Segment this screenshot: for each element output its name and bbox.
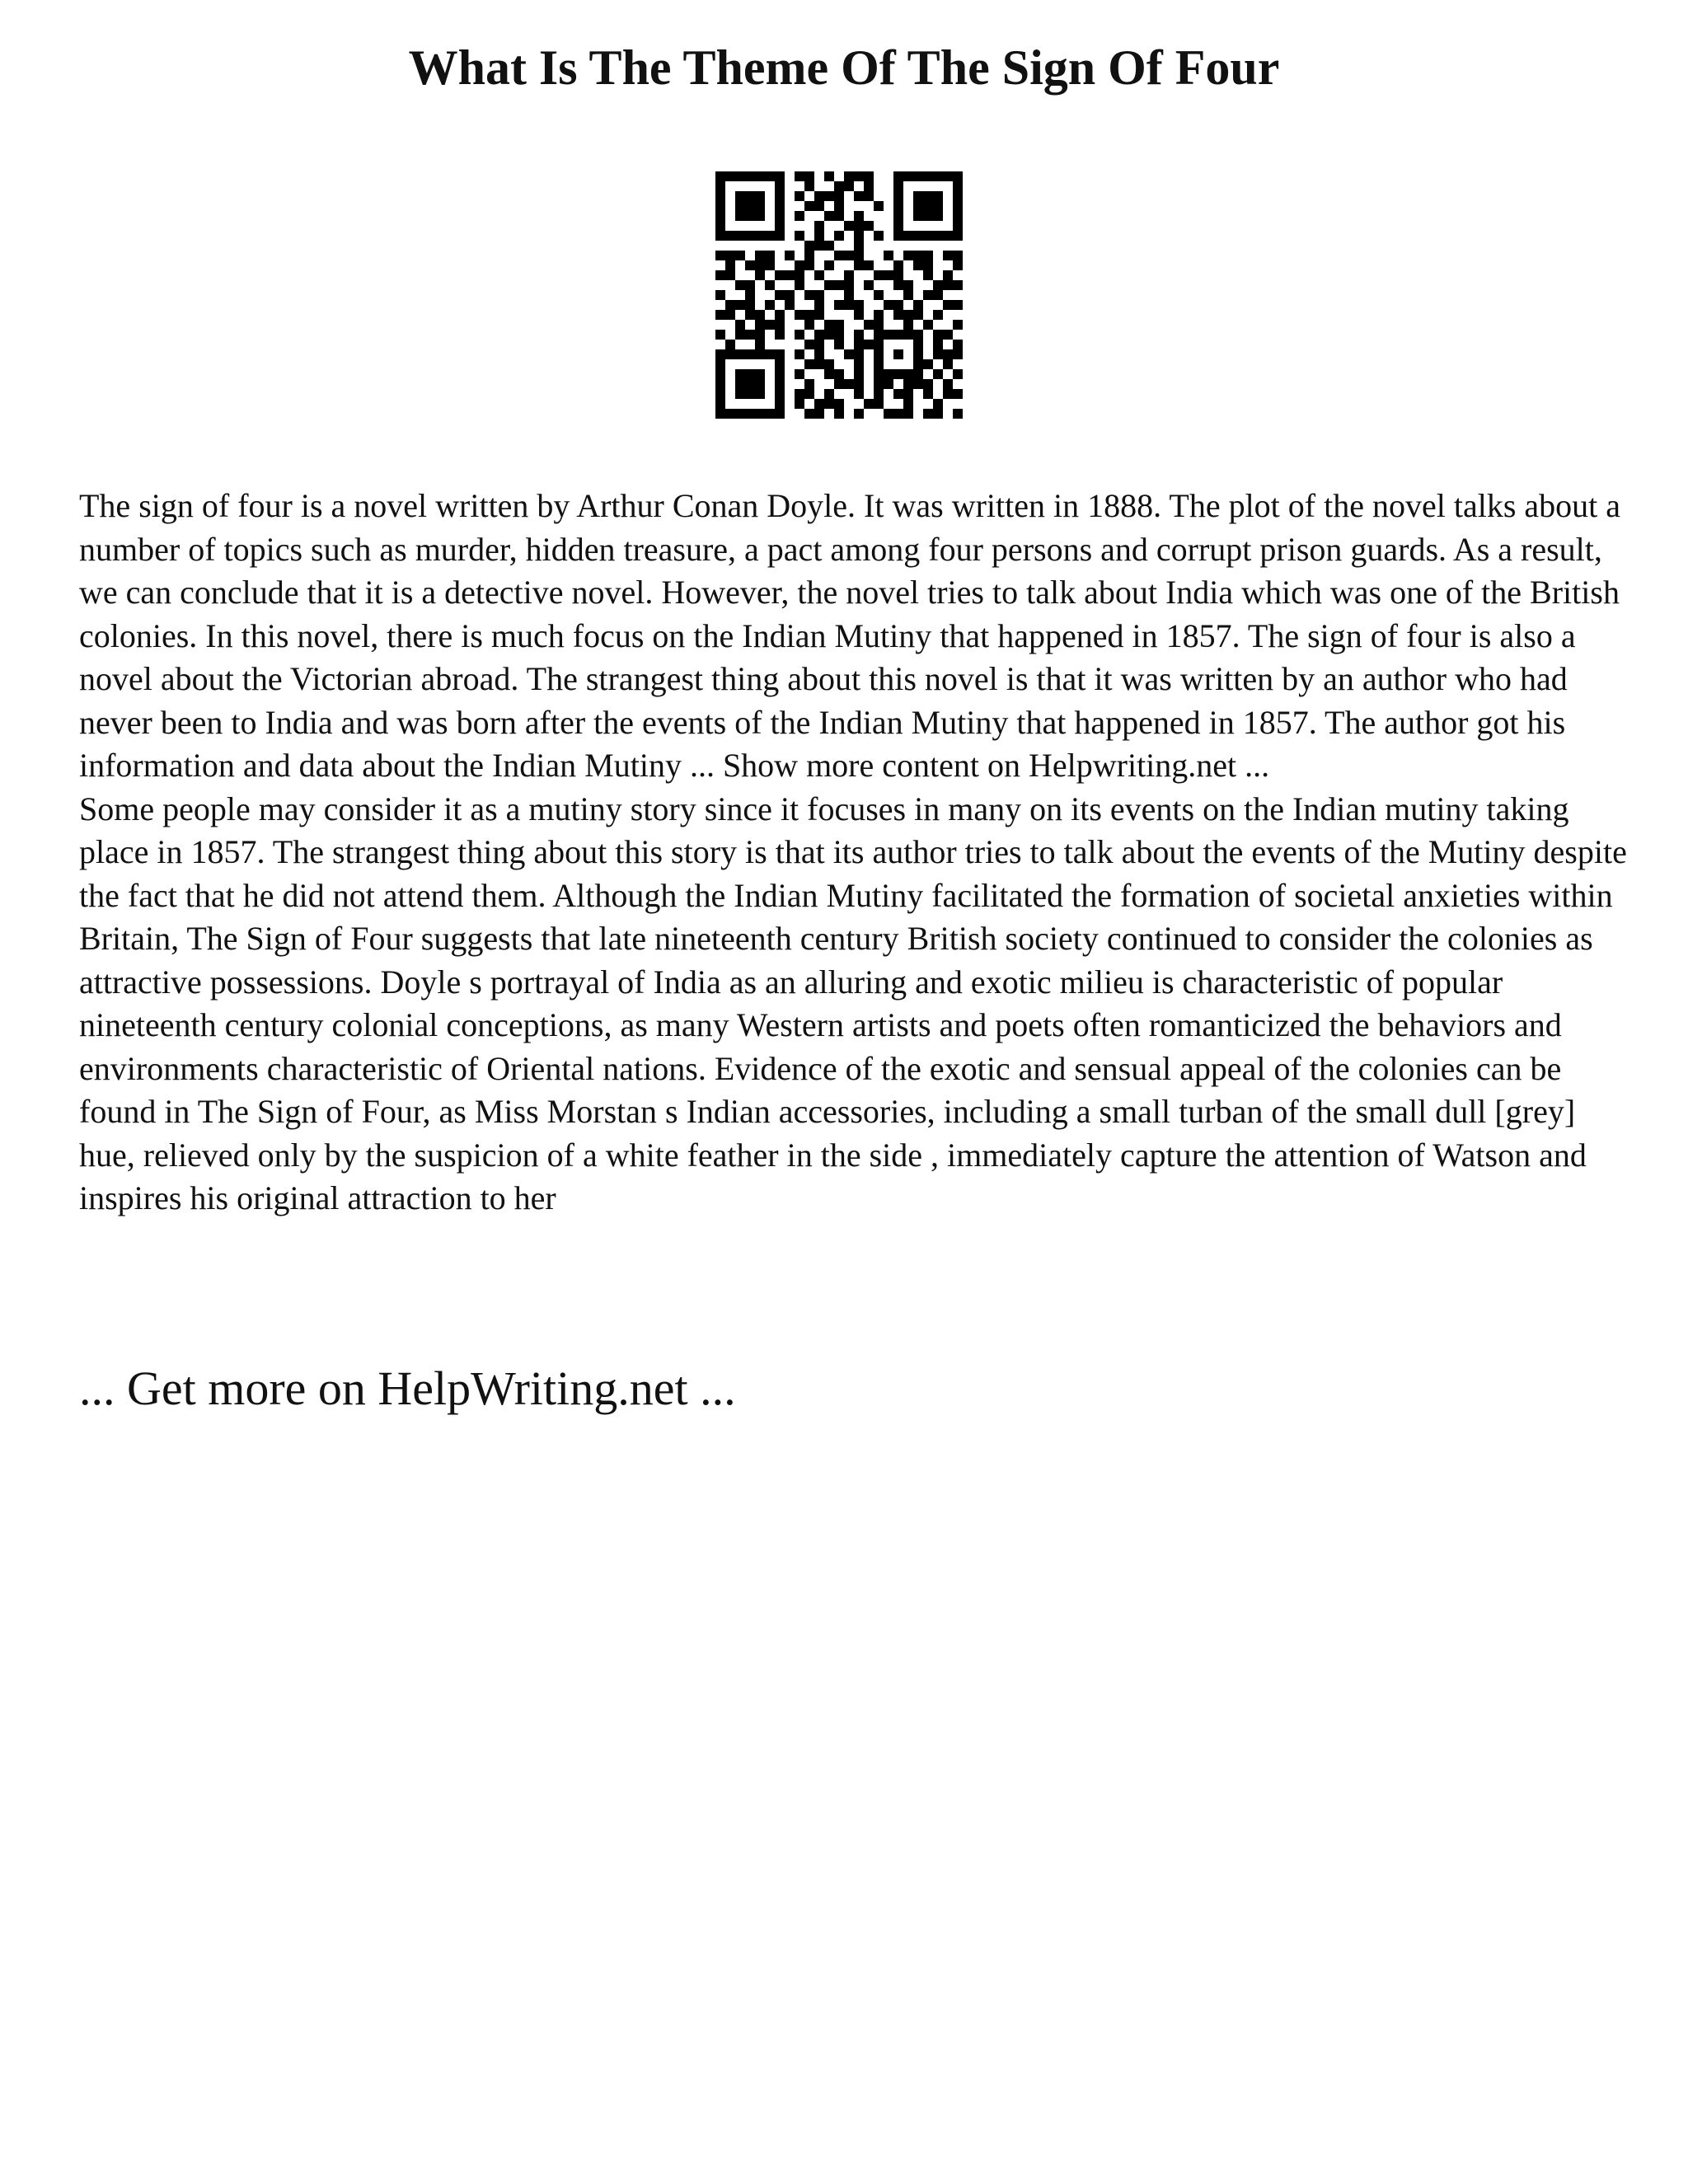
get-more-link[interactable]: ... Get more on HelpWriting.net ... [79,1361,736,1415]
qr-code-icon [715,171,963,419]
article-body [79,485,1629,1221]
article-paragraph: Some people may consider it as a mutiny story since it focuses in many on its events on the Indian mutiny taking place in 1857. The strangest thing about this story is that its author tries to talk about the events of the Mutiny despite the fact that he did not attend them. Although the Indian Mutiny facilitated the formation of societal anxieties within Britain, The Sign of Four suggests that late nineteenth century British society continued to consider the colonies as attractive possessions. Doyle s portrayal of India as an alluring and exotic milieu is characteristic of popular nineteenth century colonial conceptions, as many Western artists and poets often romanticized the behaviors and environments characteristic of Oriental nations. Evidence of the exotic and sensual appeal of the colonies can be found in The Sign of Four, as Miss Morstan s Indian accessories, including a small turban of the small dull [grey] hue, relieved only by the suspicion of a white feather in the side , immediately capture the attention of Watson and inspires his original attraction to her [79,790,1627,1216]
qr-code-graphic [715,171,963,419]
article-paragraph: The sign of four is a novel written by Arthur Conan Doyle. It was written in 1888. The plot of the novel talks about a number of topics such as murder, hidden treasure, a pact among four persons and corrupt prison guards. As a result, we can conclude that it is a detective novel. However, the novel tries to talk about India which was one of the British colonies. In this novel, there is much focus on the Indian Mutiny that happened in 1857. The sign of four is also a novel about the Victorian abroad. The strangest thing about this novel is that it was written by an author who had never been to India and was born after the events of the Indian Mutiny that happened in 1857. The author got his information and data about the Indian Mutiny ... Show more content on Helpwriting.net ... [79,487,1621,784]
page-title: What Is The Theme Of The Sign Of Four [408,40,1280,95]
